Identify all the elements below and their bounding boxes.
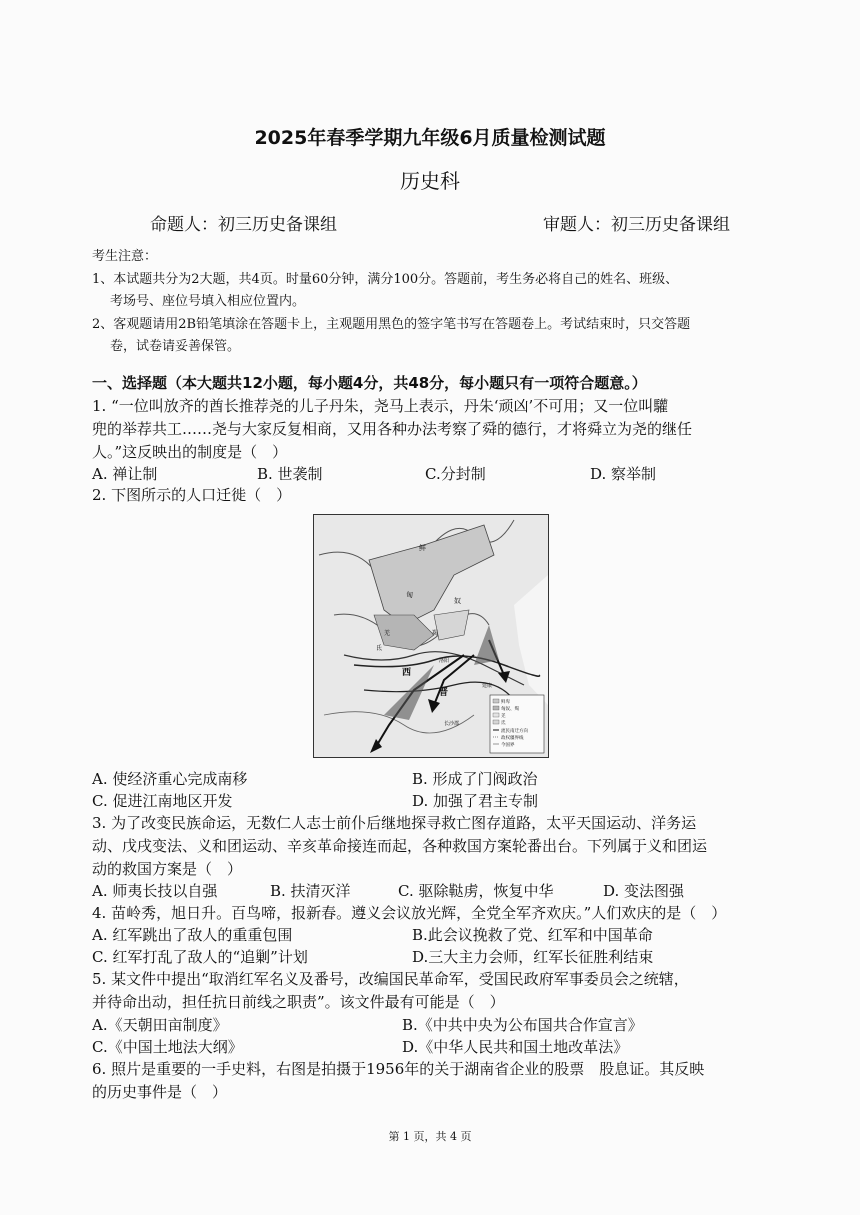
legend-2: 匈奴、羯 bbox=[501, 707, 519, 712]
q5-line-2: 并待命出动，担任抗日前线之职责”。该文件最有可能是（ ） bbox=[92, 993, 505, 1011]
q5-options-row-2 bbox=[92, 1036, 782, 1057]
q3-line-2: 动、戊戌变法、义和团运动、辛亥革命接连而起，各种救国方案轮番出台。下列属于义和团运 bbox=[92, 837, 708, 855]
q3-option-c: C. 驱除鞑虏，恢复中华 bbox=[398, 882, 554, 900]
map-label-jie: 羯 bbox=[432, 630, 439, 637]
q2-stem: 2. 下图所示的人口迁徙（ ） bbox=[92, 486, 292, 504]
q5-option-b: B.《中共中央为公布国共合作宣言》 bbox=[402, 1016, 643, 1034]
legend-4: 氐 bbox=[501, 721, 506, 726]
notice-item-2: 2、客观题请用2B铅笔填涂在答题卡上，主观题用黑色的签字笔书写在答题卷上。考试结束时，只交答题 bbox=[92, 317, 691, 332]
q2-options-row-1 bbox=[92, 768, 782, 789]
q2-option-d: D. 加强了君主专制 bbox=[412, 792, 539, 810]
q3-line-1: 3. 为了改变民族命运，无数仁人志士前仆后继地探寻救亡图存道路，太平天国运动、洋务运 bbox=[92, 814, 697, 832]
map-label-jiankang: 建康 bbox=[482, 683, 493, 689]
authors-row bbox=[150, 210, 730, 235]
q1-option-c: C.分封制 bbox=[425, 465, 486, 483]
q5-option-a: A.《天朝田亩制度》 bbox=[92, 1016, 228, 1034]
q1-option-b: B. 世袭制 bbox=[257, 465, 323, 483]
q1-line-3: 人。”这反映出的制度是（ ） bbox=[92, 443, 288, 461]
q3-line-3: 动的救国方案是（ ） bbox=[92, 860, 243, 878]
map-label-jin: 晋 bbox=[439, 688, 449, 698]
notice-item-2-cont: 卷，试卷请妥善保管。 bbox=[110, 339, 241, 354]
map-label-xi: 西 bbox=[402, 668, 412, 678]
exam-title: 2025年春季学期九年级6月质量检测试题 bbox=[254, 127, 606, 149]
map-svg bbox=[314, 515, 548, 757]
q4-options-row-1 bbox=[92, 924, 782, 945]
q3-option-b: B. 扶清灭洋 bbox=[270, 882, 351, 900]
q2-option-a: A. 使经济重心完成南移 bbox=[92, 770, 248, 788]
map-label-qiang: 羌 bbox=[384, 630, 391, 637]
map-label-luoyang: 洛阳 bbox=[439, 658, 450, 664]
q5-options-row-1 bbox=[92, 1014, 782, 1035]
q2-option-c: C. 促进江南地区开发 bbox=[92, 792, 233, 810]
q1-line-2: 兜的举荐共工……尧与大家反复相商，又用各种办法考察了舜的德行，才将舜立为尧的继任 bbox=[92, 420, 693, 438]
q3-option-a: A. 师夷长技以自强 bbox=[92, 882, 218, 900]
q4-option-d: D.三大主力会师，红军长征胜利结束 bbox=[412, 948, 654, 966]
legend-6: 政权疆界线 bbox=[501, 736, 524, 741]
exam-subject: 历史科 bbox=[400, 169, 460, 193]
q3-option-d: D. 变法图强 bbox=[603, 882, 685, 900]
map-label-xiong: 匈 bbox=[406, 591, 413, 599]
map-label-xian: 鲜 bbox=[419, 544, 426, 552]
page-footer: 第 1 页，共 4 页 bbox=[388, 1130, 472, 1143]
legend-5: 流民南迁方向 bbox=[501, 729, 528, 734]
map-label-changsha: 长沙郡 bbox=[444, 721, 460, 727]
q4-option-a: A. 红军跳出了敌人的重重包围 bbox=[92, 926, 293, 944]
legend-1: 鲜卑 bbox=[501, 700, 510, 705]
q4-stem: 4. 苗岭秀，旭日升。百鸟啼，报新春。遵义会议放光辉，全党全军齐欢庆。”人们欢庆的是（ ） bbox=[92, 904, 727, 922]
q4-options-row-2 bbox=[92, 946, 782, 967]
reviewer: 审题人：初三历史备课组 bbox=[543, 215, 730, 235]
legend-3: 羌 bbox=[501, 714, 506, 719]
migration-map bbox=[313, 514, 549, 758]
q2-options-row-2 bbox=[92, 790, 782, 811]
q6-line-1: 6. 照片是重要的一手史料，右图是拍摄于1956年的关于湖南省企业的股票 股息证。其反映 bbox=[92, 1060, 705, 1078]
q3-options bbox=[92, 880, 782, 901]
q1-line-1: 1. “一位叫放齐的酋长推荐尧的儿子丹朱，尧马上表示，丹朱‘顽凶’不可用；又一位叫驩 bbox=[92, 397, 669, 415]
q5-option-d: D.《中华人民共和国土地改革法》 bbox=[402, 1038, 629, 1056]
q4-option-c: C. 红军打乱了敌人的“追剿”计划 bbox=[92, 948, 308, 966]
q1-options bbox=[92, 463, 782, 484]
q2-option-b: B. 形成了门阀政治 bbox=[412, 770, 538, 788]
q4-option-b: B.此会议挽救了党、红军和中国革命 bbox=[412, 926, 653, 944]
proposer: 命题人：初三历史备课组 bbox=[150, 215, 337, 235]
q5-option-c: C.《中国土地法大纲》 bbox=[92, 1038, 243, 1056]
q6-line-2: 的历史事件是（ ） bbox=[92, 1083, 228, 1101]
q5-line-1: 5. 某文件中提出“取消红军名义及番号，改编国民革命军，受国民政府军事委员会之统辖， bbox=[92, 970, 689, 988]
section-title: 一、选择题（本大题共12小题，每小题4分，共48分，每小题只有一项符合题意。） bbox=[92, 374, 647, 392]
notice-item-1: 1、本试题共分为2大题，共4页。时量60分钟，满分100分。答题前，考生务必将自己的姓名、班级、 bbox=[92, 272, 679, 287]
notice-item-1-cont: 考场号、座位号填入相应位置内。 bbox=[110, 294, 306, 309]
legend-7: 今国界 bbox=[501, 743, 515, 748]
map-label-nu: 奴 bbox=[454, 597, 461, 605]
q1-option-a: A. 禅让制 bbox=[92, 465, 158, 483]
notice-heading: 考生注意： bbox=[92, 249, 158, 264]
q1-option-d: D. 察举制 bbox=[590, 465, 657, 483]
map-label-di: 氐 bbox=[376, 645, 383, 652]
